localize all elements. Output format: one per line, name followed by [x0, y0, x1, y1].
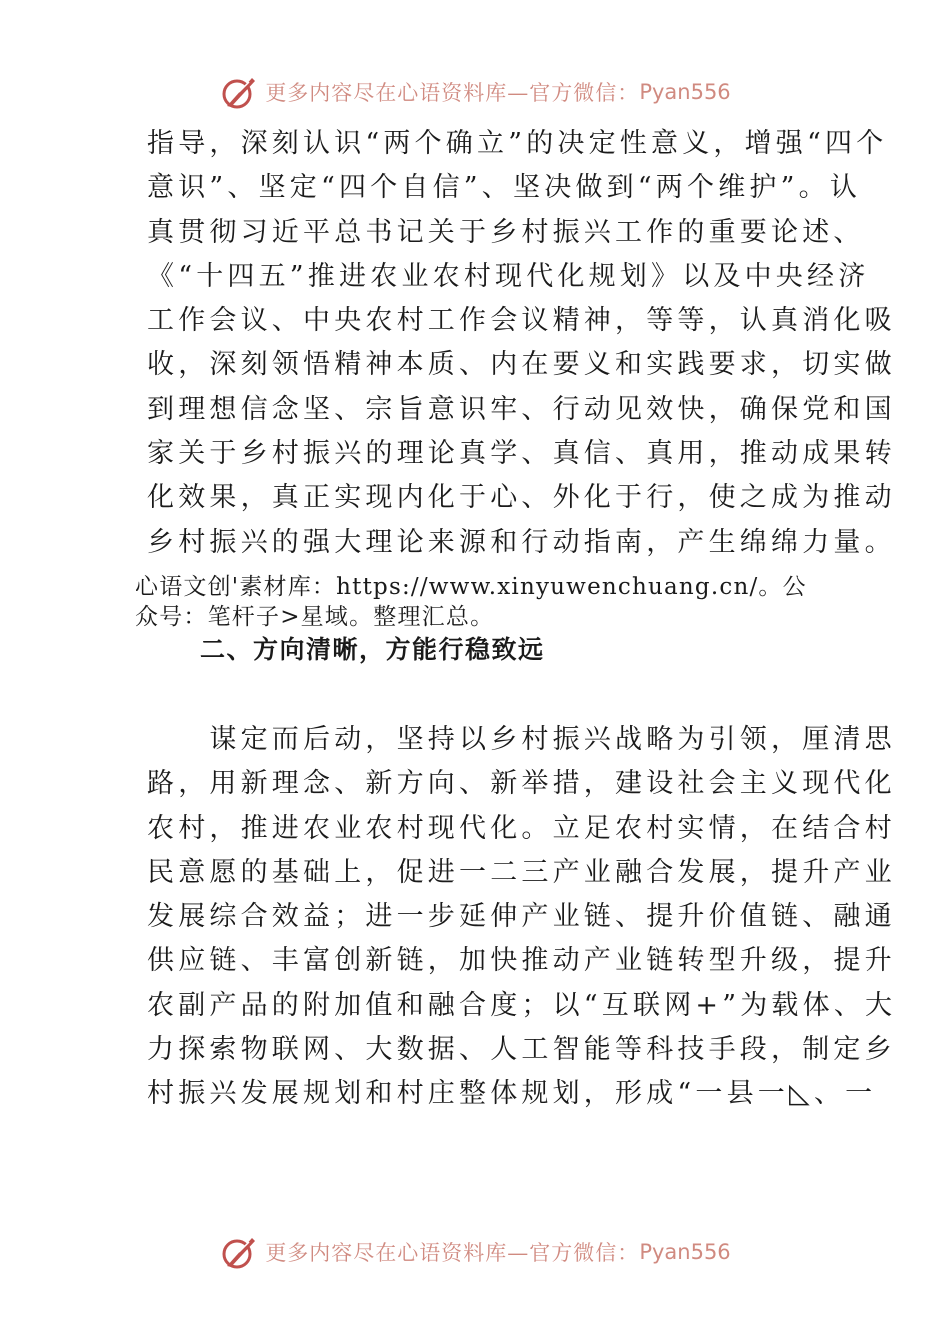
text-line: 发展综合效益；进一步延伸产业链、提升价值链、融通 — [147, 901, 896, 933]
text-line: 家关于乡村振兴的理论真学、真信、真用，推动成果转 — [147, 438, 896, 470]
text-line: 农副产品的附加值和融合度；以“互联网+”为载体、大 — [147, 989, 897, 1021]
footer-watermark-banner — [0, 1230, 950, 1274]
banner-account: Pyan556 — [639, 1240, 731, 1264]
body-paragraph-2 — [147, 718, 897, 1117]
note-line: 心语文创'素材库：https://www.xinyuwenchuang.cn/。公 — [135, 574, 807, 600]
quill-logo-icon — [219, 72, 259, 112]
text-line: 村振兴发展规划和村庄整体规划，形成“一县一◺、一 — [147, 1078, 877, 1110]
text-line: 力探索物联网、大数据、人工智能等科技手段，制定乡 — [147, 1034, 896, 1066]
text-line: 路，用新理念、新方向、新举措，建设社会主义现代化 — [147, 768, 896, 800]
text-line: 到理想信念坚、宗旨意识牢、行动见效快，确保党和国 — [147, 393, 896, 425]
banner-text: 更多内容尽在心语资料库—官方微信： — [265, 81, 640, 105]
banner-account: Pyan556 — [639, 80, 731, 104]
banner-text: 更多内容尽在心语资料库—官方微信： — [265, 1241, 640, 1265]
text-line: 真贯彻习近平总书记关于乡村振兴工作的重要论述、 — [147, 216, 865, 248]
quill-logo-icon — [219, 1232, 259, 1272]
text-line: 谋定而后动，坚持以乡村振兴战略为引领，厘清思 — [147, 724, 896, 755]
header-watermark-banner — [0, 70, 950, 114]
section-heading: 二、方向清晰，方能行稳致远 — [200, 635, 545, 664]
body-paragraph-1 — [147, 122, 896, 565]
text-line: 供应链、丰富创新链，加快推动产业链转型升级，提升 — [147, 945, 896, 977]
text-line: 意识”、坚定“四个自信”、坚决做到“两个维护”。认 — [147, 172, 862, 204]
text-line: 收，深刻领悟精神本质、内在要义和实践要求，切实做 — [147, 349, 896, 381]
source-note — [135, 572, 835, 632]
text-line: 农村，推进农业农村现代化。立足农村实情，在结合村 — [147, 812, 896, 844]
text-line: 化效果，真正实现内化于心、外化于行，使之成为推动 — [147, 482, 896, 514]
text-line: 《“十四五”推进农业农村现代化规划》以及中央经济 — [147, 260, 870, 292]
text-line: 民意愿的基础上，促进一二三产业融合发展，提升产业 — [147, 856, 896, 888]
text-line: 乡村振兴的强大理论来源和行动指南，产生绵绵力量。 — [147, 526, 896, 558]
text-line: 工作会议、中央农村工作会议精神，等等，认真消化吸 — [147, 305, 896, 337]
note-line: 众号：笔杆子>星域。整理汇总。 — [135, 604, 495, 630]
text-line: 指导，深刻认识“两个确立”的决定性意义，增强“四个 — [147, 128, 888, 159]
